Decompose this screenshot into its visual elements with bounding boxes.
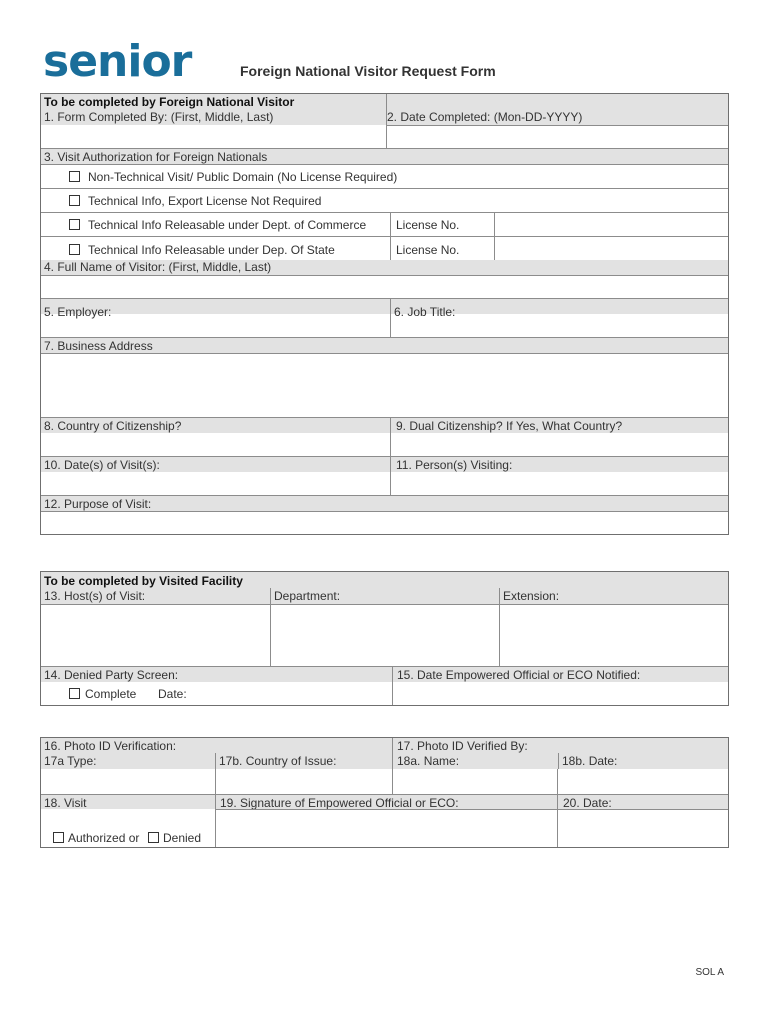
field-20-label: 20. Date: <box>563 796 612 810</box>
option-dept-commerce[interactable] <box>69 218 366 232</box>
field-13-label: 13. Host(s) of Visit: <box>44 589 146 603</box>
form-title: Foreign National Visitor Request Form <box>240 63 496 79</box>
row-1-2 <box>41 94 728 125</box>
authorized-label: Authorized or <box>68 831 140 845</box>
field-18-label: 18. Visit <box>44 796 87 810</box>
visitor-name-field[interactable] <box>41 275 728 298</box>
visitor-section <box>40 93 729 535</box>
row-14-15-input <box>41 682 728 705</box>
field-4-label: 4. Full Name of Visitor: (First, Middle, Last) <box>44 260 272 274</box>
license-label-cell-commerce <box>390 213 494 236</box>
row-18-19-20-input <box>41 809 728 847</box>
purpose-of-visit-field[interactable] <box>41 511 728 534</box>
row-10-11-input <box>41 472 728 495</box>
checkbox-authorized[interactable] <box>53 832 64 843</box>
option-export-not-required[interactable] <box>69 194 321 208</box>
field-15-label: 15. Date Empowered Official or ECO Notified: <box>397 668 641 682</box>
field-18a-label: 18a. Name: <box>397 754 460 768</box>
license-label-cell-state <box>390 237 494 260</box>
row-10-11 <box>41 456 728 472</box>
business-address-field[interactable] <box>41 353 728 417</box>
option-1-row <box>41 164 728 188</box>
option-2-row <box>41 188 728 212</box>
field-15-cell <box>392 667 728 682</box>
complete-label: Complete <box>85 687 137 701</box>
field-17-label: 17. Photo ID Verified By: <box>397 739 528 753</box>
extension-field[interactable] <box>499 604 728 666</box>
row-13 <box>41 572 728 604</box>
visit-decision-cell <box>41 809 215 847</box>
section-heading-facility: To be completed by Visited Facility <box>44 574 243 588</box>
denied-label: Denied <box>163 831 202 845</box>
extension-label-cell <box>499 588 728 604</box>
field-6-cell <box>390 299 728 319</box>
complete-option[interactable] <box>69 687 136 701</box>
option-dept-state[interactable] <box>69 243 335 257</box>
department-field[interactable] <box>270 604 499 666</box>
hosts-field[interactable] <box>41 604 270 666</box>
eco-notified-date-field[interactable] <box>392 682 728 705</box>
field-5-label: 5. Employer: <box>44 305 112 319</box>
id-type-field[interactable] <box>41 769 215 794</box>
facility-section <box>40 571 729 706</box>
verified-by-name-field[interactable] <box>392 769 557 794</box>
verified-date-field[interactable] <box>557 769 728 794</box>
field-9-label: 9. Dual Citizenship? If Yes, What Country? <box>396 419 623 433</box>
field-17a-label: 17a Type: <box>44 754 97 768</box>
field-2-label: 2. Date Completed: (Mon-DD-YYYY) <box>387 110 583 124</box>
field-16-label: 16. Photo ID Verification: <box>44 739 177 753</box>
country-of-issue-field[interactable] <box>215 769 392 794</box>
row-7 <box>41 337 728 353</box>
checkbox-dept-state[interactable] <box>69 244 80 255</box>
dual-citizenship-field[interactable] <box>390 433 728 456</box>
license-label: License No. <box>396 218 460 232</box>
field-11-label: 11. Person(s) Visiting: <box>396 458 513 472</box>
field-18b-cell <box>558 753 728 769</box>
option-3-row <box>41 212 728 236</box>
field-20-cell <box>557 795 728 809</box>
field-12-label: 12. Purpose of Visit: <box>44 497 152 511</box>
field-19-cell <box>215 795 557 809</box>
department-label-cell <box>270 588 499 604</box>
row-16-17 <box>41 738 728 769</box>
job-title-field[interactable] <box>390 314 728 337</box>
field-17-cell <box>392 738 728 769</box>
field-17b-cell <box>215 753 392 769</box>
authorized-option[interactable] <box>53 831 139 845</box>
field-17b-label: 17b. Country of Issue: <box>219 754 337 768</box>
photo-id-section <box>40 737 729 848</box>
form-code: SOL A <box>695 967 724 978</box>
department-label: Department: <box>274 589 341 603</box>
field-19-label: 19. Signature of Empowered Official or ECO: <box>220 796 459 810</box>
eco-signature-field[interactable] <box>215 809 557 847</box>
section-heading-visitor: To be completed by Foreign National Visitor <box>44 95 295 109</box>
option-non-technical[interactable] <box>69 170 397 184</box>
field-9-cell <box>390 418 728 433</box>
form-completed-by-field[interactable] <box>41 125 386 148</box>
employer-field[interactable] <box>41 314 390 337</box>
checkbox-export-not-required[interactable] <box>69 195 80 206</box>
persons-visiting-field[interactable] <box>390 472 728 495</box>
option-dept-commerce-label: Technical Info Releasable under Dept. of Commerce <box>88 218 367 232</box>
field-2-cell <box>386 94 728 125</box>
field-8-label: 8. Country of Citizenship? <box>44 419 182 433</box>
row-14-15 <box>41 666 728 682</box>
signature-date-field[interactable] <box>557 809 728 847</box>
extension-label: Extension: <box>503 589 560 603</box>
option-export-not-required-label: Technical Info, Export License Not Required <box>88 194 322 208</box>
field-6-label: 6. Job Title: <box>394 305 456 319</box>
option-dept-state-label: Technical Info Releasable under Dep. Of State <box>88 243 335 257</box>
license-label: License No. <box>396 243 460 257</box>
row-1-2-input <box>41 125 728 148</box>
license-number-state-field[interactable] <box>494 237 728 260</box>
field-1-label: 1. Form Completed By: (First, Middle, Last) <box>44 110 274 124</box>
country-citizenship-field[interactable] <box>41 433 390 456</box>
row-5-6-input <box>41 314 728 337</box>
denied-option[interactable] <box>148 831 201 845</box>
option-non-technical-label: Non-Technical Visit/ Public Domain (No License Required) <box>88 170 398 184</box>
checkbox-non-technical[interactable] <box>69 171 80 182</box>
license-number-commerce-field[interactable] <box>494 213 728 236</box>
field-11-cell <box>390 457 728 472</box>
checkbox-denied[interactable] <box>148 832 159 843</box>
row-8-9 <box>41 417 728 433</box>
row-17-input <box>41 769 728 794</box>
checkbox-complete[interactable] <box>69 688 80 699</box>
field-14-label: 14. Denied Party Screen: <box>44 668 179 682</box>
date-completed-field[interactable] <box>386 125 728 148</box>
field-3-label: 3. Visit Authorization for Foreign Nationals <box>44 150 268 164</box>
row-8-9-input <box>41 433 728 456</box>
field-10-label: 10. Date(s) of Visit(s): <box>44 458 160 472</box>
option-4-row <box>41 236 728 260</box>
row-5-6 <box>41 298 728 319</box>
visit-dates-field[interactable] <box>41 472 390 495</box>
field-7-label: 7. Business Address <box>44 339 153 353</box>
denied-party-cell <box>41 682 392 705</box>
checkbox-dept-commerce[interactable] <box>69 219 80 230</box>
row-18-19-20 <box>41 794 728 809</box>
row-13-input <box>41 604 728 666</box>
row-3 <box>41 148 728 164</box>
senior-logo: senior <box>43 36 192 87</box>
denied-party-date-label: Date: <box>158 687 187 701</box>
row-4 <box>41 260 728 275</box>
field-18b-label: 18b. Date: <box>562 754 618 768</box>
row-12 <box>41 495 728 511</box>
